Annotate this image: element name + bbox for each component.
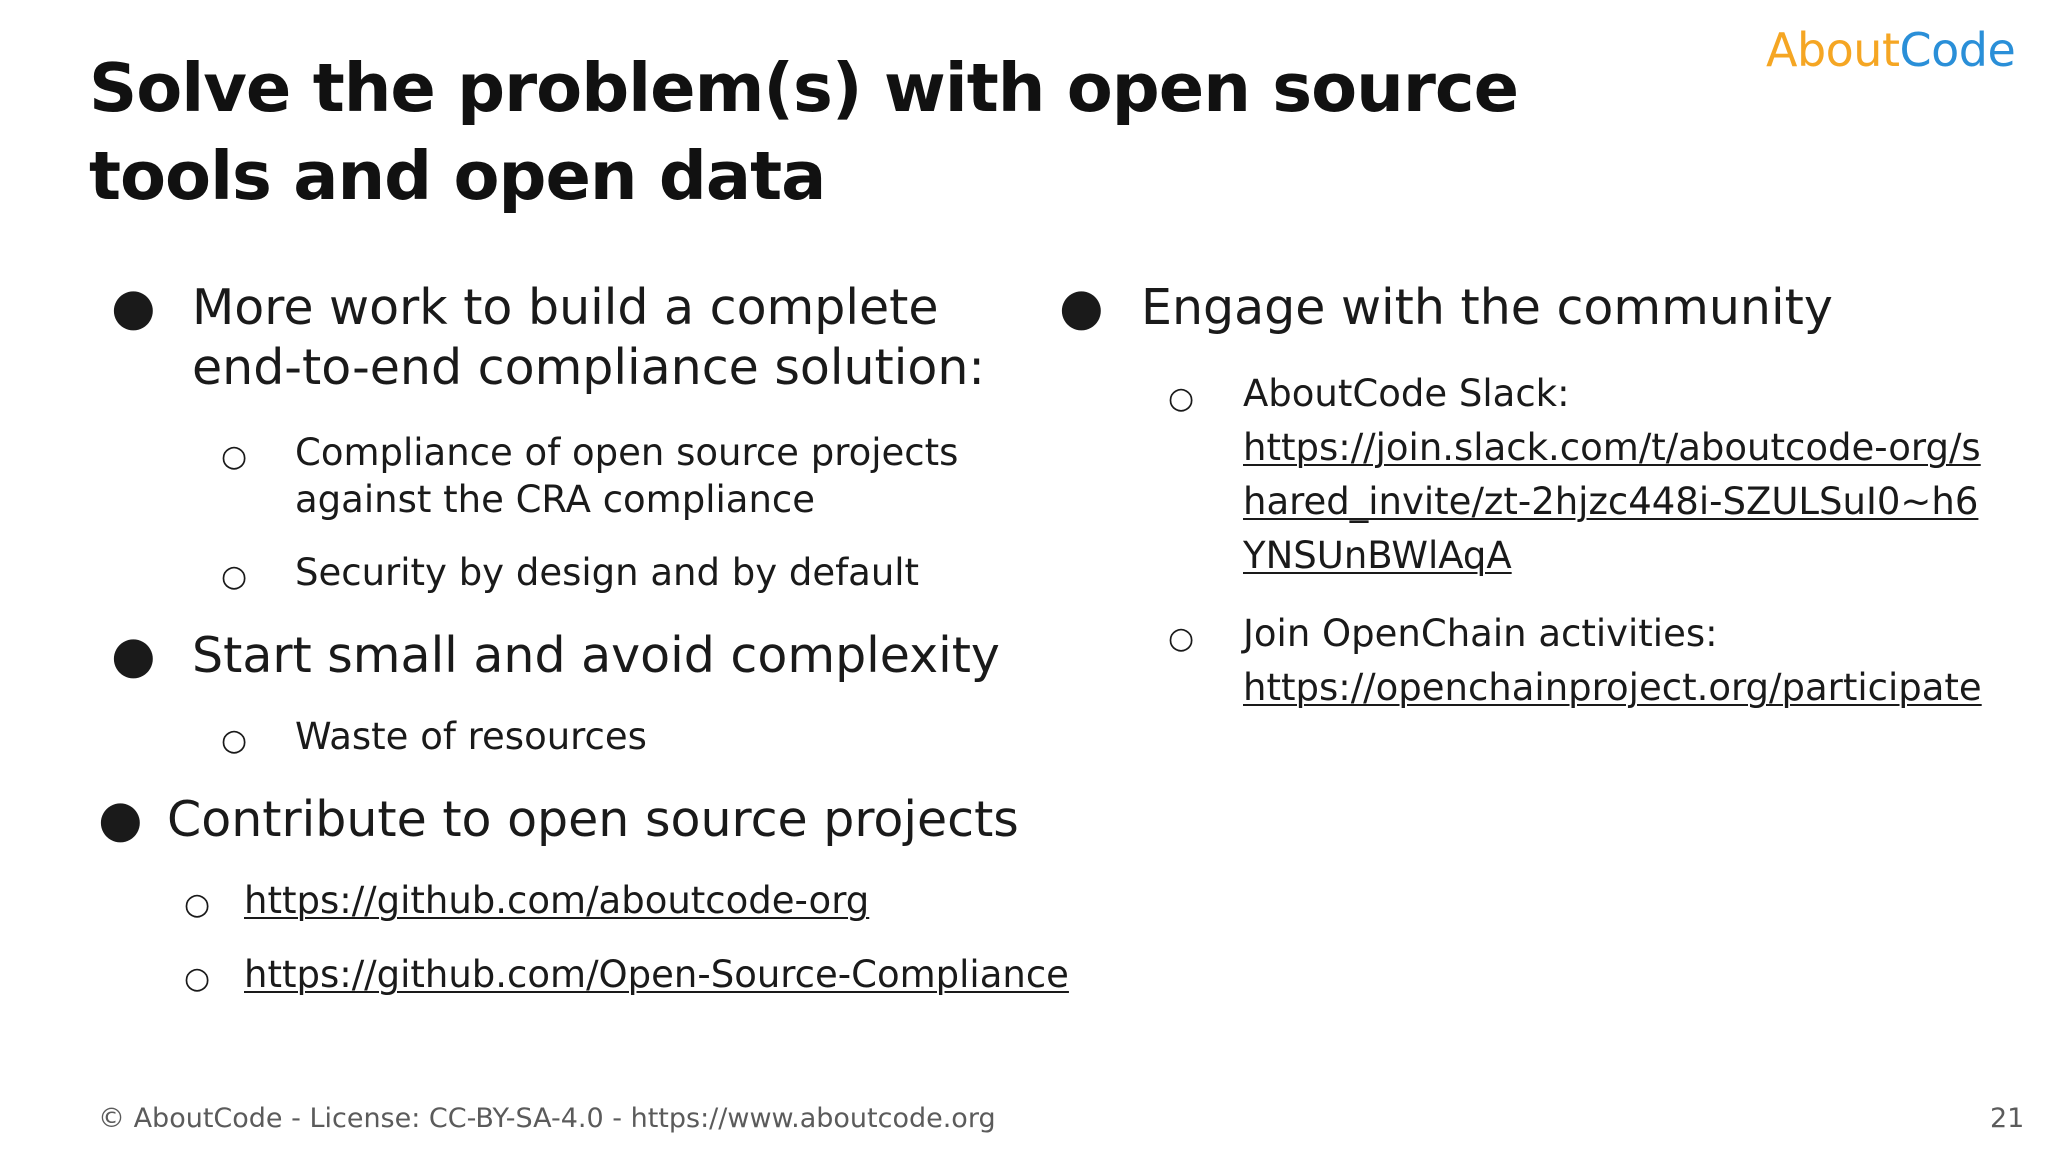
logo-about-text: About [1766, 23, 1900, 77]
page-number: 21 [1990, 1103, 2025, 1134]
link-slack-invite[interactable]: https://join.slack.com/t/aboutcode-org/shared_invite/zt-2hjzc448i-SZULSuI0~h6YNSUnBWlAqA [1243, 426, 1981, 577]
sub-bullet-icon: ○ [221, 723, 248, 758]
link-github-aboutcode[interactable]: https://github.com/aboutcode-org [244, 879, 870, 922]
aboutcode-logo [1766, 22, 2015, 78]
sub-item-openchain [1243, 607, 2003, 715]
sub-bullet-icon: ○ [1168, 381, 1195, 416]
openchain-label: Join OpenChain activities: [1243, 612, 1718, 655]
sub-item-security: Security by design and by default [295, 551, 920, 594]
sub-bullet-icon: ○ [184, 961, 211, 996]
bullet-icon: ● [98, 790, 143, 849]
sub-item-waste: Waste of resources [295, 715, 647, 758]
link-github-osc[interactable]: https://github.com/Open-Source-Compliance [244, 953, 1069, 996]
sub-item-slack [1243, 367, 1983, 583]
list-item-contribute: Contribute to open source projects [167, 791, 1019, 848]
slide-title: Solve the problem(s) with open source tools and open data [89, 49, 1519, 215]
sub-bullet-icon: ○ [221, 439, 248, 474]
link-openchain-participate[interactable]: https://openchainproject.org/participate [1243, 666, 1982, 709]
footer-license: © AboutCode - License: CC-BY-SA-4.0 - https://www.aboutcode.org [98, 1103, 996, 1134]
logo-code-text: Code [1899, 23, 2016, 77]
sub-bullet-icon: ○ [184, 887, 211, 922]
sub-bullet-icon: ○ [1168, 621, 1195, 656]
slack-label: AboutCode Slack: [1243, 372, 1570, 415]
sub-bullet-icon: ○ [221, 559, 248, 594]
sub-item-github-osc [244, 951, 1144, 998]
list-item-start-small: Start small and avoid complexity [192, 627, 1000, 684]
bullet-icon: ● [1059, 278, 1104, 337]
bullet-icon: ● [111, 278, 156, 337]
bullet-icon: ● [111, 626, 156, 685]
sub-item-compliance: Compliance of open source projects against the CRA compliance [295, 431, 959, 521]
list-item-engage: Engage with the community [1141, 279, 1833, 336]
list-item-more-work: More work to build a complete end-to-end compliance solution: [192, 279, 985, 396]
sub-item-github-aboutcode [244, 877, 1144, 924]
